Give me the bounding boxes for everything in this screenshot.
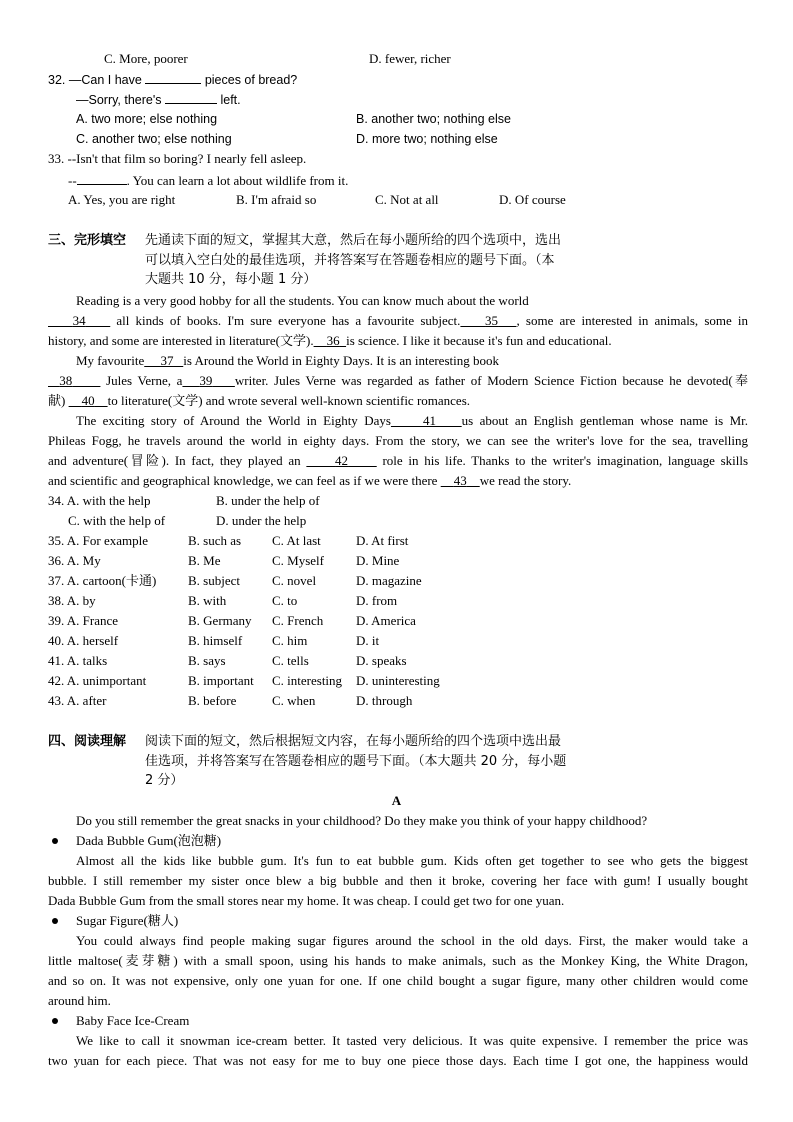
option-d: D. from (356, 593, 398, 608)
passage-a-heading: A (391, 793, 402, 808)
bubble-gum-line-1: Almost all the kids like bubble gum. It's fun to eat bubble gum. Kids often get together to see who gets the biggest (76, 853, 748, 868)
passage-line-8: Phileas Fogg, he travels around the world in eighty days. From the story, we can see the writer's love for the sea, travelling (48, 433, 748, 448)
option-c: C. interesting (272, 673, 343, 688)
item-bubble-gum: Dada Bubble Gum(泡泡糖) (76, 833, 222, 848)
option-a: 42. A. unimportant (48, 673, 147, 688)
option-a: 40. A. herself (48, 633, 119, 648)
q33-option-b: B. I'm afraid so (236, 192, 317, 207)
option-b: B. with (188, 593, 227, 608)
option-b: B. important (188, 673, 254, 688)
option-b: B. says (188, 653, 226, 668)
q33-dash: -- (68, 173, 77, 188)
q34-option-c: C. with the help of (68, 513, 166, 528)
option-a: 38. A. by (48, 593, 96, 608)
option-d: D. uninteresting (356, 673, 440, 688)
option-b: B. Me (188, 553, 221, 568)
blank-39: 39 (199, 373, 213, 388)
section3-instructions-1: 先通读下面的短文，掌握其大意，然后在每小题所给的四个选项中，选出 (145, 233, 562, 248)
option-d: D. Mine (356, 553, 400, 568)
passage-line-6: 献) 40 to literature(文学) and wrote several well-known scientific romances. (48, 393, 471, 408)
bullet-icon (52, 838, 58, 844)
option-c: C. Myself (272, 553, 324, 568)
section4-instructions-1: 阅读下面的短文，然后根据短文内容，在每小题所给的四个选项中选出最 (145, 734, 562, 749)
sugar-figure-line-2: little maltose(麦芽糖) with a small spoon, using his hands to make animals, such as the Monkey King, the White Dragon, (48, 953, 748, 968)
option-d: D. America (356, 613, 416, 628)
reading-intro: Do you still remember the great snacks in your childhood? Do they make you think of your happy childhood? (76, 813, 648, 828)
section3-title: 三、完形填空 (48, 233, 127, 248)
option-d: D. magazine (356, 573, 422, 588)
q33-option-a: A. Yes, you are right (68, 192, 176, 207)
passage-line-4: My favourite 37 is Around the World in Eighty Days. It is an interesting book (76, 353, 499, 368)
passage-line-1: Reading is a very good hobby for all the students. You can know much about the world (76, 293, 529, 308)
option-c: C. to (272, 593, 298, 608)
q32-blank-2 (165, 90, 217, 104)
blank-40: 40 (81, 393, 95, 408)
bullet-icon (52, 918, 58, 924)
passage-line-7: The exciting story of Around the World in Eighty Days 41 us about an English gentleman whose name is Mr. (76, 413, 748, 428)
option-b: B. subject (188, 573, 240, 588)
option-a: 41. A. talks (48, 653, 108, 668)
option-a: 43. A. after (48, 693, 107, 708)
bubble-gum-line-2: bubble. I still remember my sister once blew a big bubble and then it broke, covering her face with gum! I usually bought (48, 873, 748, 888)
option-c: C. French (272, 613, 324, 628)
sugar-figure-line-1: You could always find people making sugar figures around the school in the old days. First, the maker would take a (76, 933, 748, 948)
passage-line-10: and scientific and geographical knowledge, we can feel as if we were there 43 we read the story. (48, 473, 572, 488)
passage-line-9: and adventure(冒险). In fact, they played an 42 role in his life. Thanks to the writer's imagination, language skills (48, 453, 748, 468)
option-d: D. At first (356, 533, 409, 548)
item-ice-cream: Baby Face Ice-Cream (76, 1013, 190, 1028)
q33-question-line1: 33. --Isn't that film so boring? I nearly fell asleep. (48, 151, 307, 166)
q32-blank-1 (145, 70, 201, 84)
q32-question-line2 (76, 90, 241, 108)
q33-option-d: D. Of course (499, 192, 566, 207)
option-a: 39. A. France (48, 613, 119, 628)
section3-instructions-2: 可以填入空白处的最佳选项，并将答案写在答题卷相应的题号下面。（本 (145, 253, 555, 268)
section4-instructions-2: 佳选项，并将答案写在答题卷相应的题号下面。（本大题共 20 分，每小题 (145, 754, 567, 769)
passage-line-3: history, and some are interested in literature(文学). 36 is science. I like it because it's fun and educational. (48, 333, 612, 348)
ice-cream-line-1: We like to call it snowman ice-cream better. It tasted very delicious. It was quite expensive. I remember the price was (76, 1033, 748, 1048)
bubble-gum-line-3: Dada Bubble Gum from the small stores near my home. It was cheap. I could get two for one yuan. (48, 893, 565, 908)
blank-37: 37 (160, 353, 174, 368)
passage-line-5: 38 Jules Verne, a 39 writer. Jules Verne was regarded as father of Modern Science Fiction because he devoted(奉 (48, 372, 748, 390)
section3-instructions-3: 大题共 10 分，每小题 1 分） (145, 272, 317, 287)
option-a: 36. A. My (48, 553, 101, 568)
q32-option-d: D. more two; nothing else (356, 132, 498, 146)
item-sugar-figure: Sugar Figure(糖人) (76, 913, 179, 928)
q32-option-a: A. two more; else nothing (76, 112, 218, 126)
q33-blank (77, 171, 127, 185)
passage-line-2: 34 all kinds of books. I'm sure everyone has a favourite subject. 35 , some are interested in animals, some in (48, 312, 748, 330)
ice-cream-line-2: two yuan for each piece. That was not easy for me to buy one piece those days. Each time I got one, the happiness would (48, 1053, 748, 1068)
blank-38: 38 (59, 373, 73, 388)
option-c: C. when (272, 693, 316, 708)
q31-option-c: C. More, poorer (104, 51, 188, 66)
q32-text-a: —Can I have (68, 73, 142, 87)
option-b: B. himself (188, 633, 243, 648)
blank-42: 42 (335, 453, 349, 468)
option-a: 35. A. For example (48, 533, 149, 548)
option-c: C. novel (272, 573, 317, 588)
option-b: B. Germany (188, 613, 252, 628)
option-c: C. tells (272, 653, 309, 668)
q34-option-d: D. under the help (216, 513, 307, 528)
q34-option-a: 34. A. with the help (48, 493, 151, 508)
blank-36: 36 (326, 333, 340, 348)
section4-title: 四、阅读理解 (48, 734, 127, 749)
blank-35: 35 (485, 313, 499, 328)
q32-number: 32. (48, 73, 66, 87)
option-d: D. it (356, 633, 380, 648)
q32-text-b: pieces of bread? (204, 73, 298, 87)
option-c: C. At last (272, 533, 321, 548)
q33-question-line2 (68, 171, 348, 189)
option-c: C. him (272, 633, 308, 648)
bullet-icon (52, 1018, 58, 1024)
section4-instructions-3: 2 分） (145, 773, 184, 788)
q31-option-d: D. fewer, richer (369, 51, 451, 66)
blank-43: 43 (453, 473, 467, 488)
sugar-figure-line-4: around him. (48, 993, 111, 1008)
q33-text: . You can learn a lot about wildlife from it. (126, 173, 349, 188)
q32-option-b: B. another two; nothing else (356, 112, 511, 126)
option-b: B. such as (188, 533, 242, 548)
q34-option-b: B. under the help of (216, 493, 320, 508)
option-b: B. before (188, 693, 237, 708)
q32-text-c: —Sorry, there's (76, 93, 162, 107)
q33-option-c: C. Not at all (375, 192, 439, 207)
q32-question-line1 (48, 70, 297, 88)
sugar-figure-line-3: and so on. It was not expensive, only one yuan for one. If one child bought a sugar figure, many other children would come (48, 973, 748, 988)
blank-34: 34 (72, 313, 86, 328)
option-a: 37. A. cartoon(卡通) (48, 573, 157, 588)
q32-option-c: C. another two; else nothing (76, 132, 232, 146)
q32-text-d: left. (220, 93, 241, 107)
blank-41: 41 (423, 413, 436, 428)
option-d: D. speaks (356, 653, 407, 668)
option-d: D. through (356, 693, 413, 708)
